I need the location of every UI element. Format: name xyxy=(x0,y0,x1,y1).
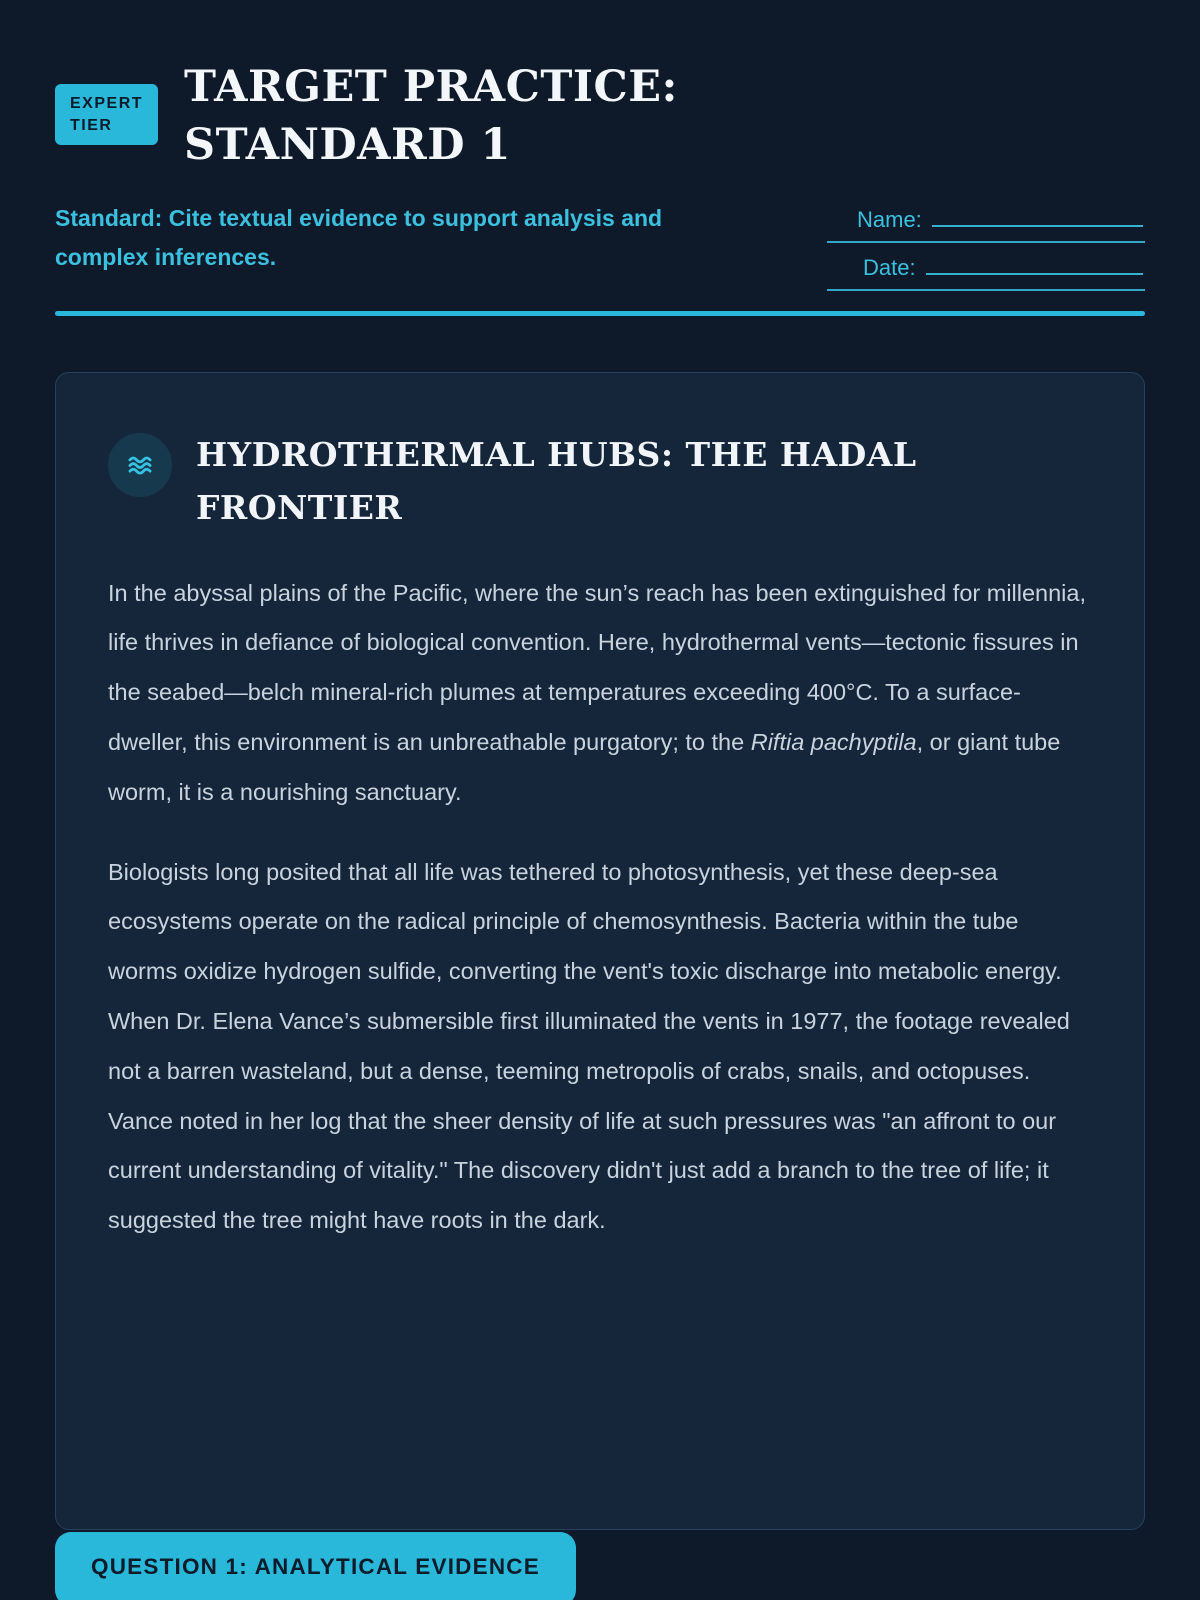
page-header xyxy=(55,58,1145,175)
passage-header xyxy=(108,429,1092,535)
subheader-row xyxy=(55,199,1145,291)
standard-text: Standard: Cite textual evidence to support analysis and complex inferences. xyxy=(55,204,663,271)
page-title xyxy=(184,58,678,175)
tier-badge xyxy=(55,84,158,145)
page-title-line2: STANDARD 1 xyxy=(184,120,511,171)
name-label: Name: xyxy=(857,206,922,232)
passage-card xyxy=(55,372,1145,1530)
name-field xyxy=(827,201,1145,243)
name-date-fields xyxy=(827,201,1145,291)
question-1-label: QUESTION 1: ANALYTICAL EVIDENCE xyxy=(91,1554,540,1579)
name-write-line xyxy=(932,225,1143,227)
passage-paragraph-1 xyxy=(108,569,1092,818)
passage-body xyxy=(108,569,1092,1247)
date-write-line xyxy=(926,273,1143,275)
tier-badge-line2: TIER xyxy=(70,116,113,134)
passage-title: HYDROTHERMAL HUBS: THE HADAL FRONTIER xyxy=(196,434,917,527)
para1-text-after: , or giant tube worm, it is a nourishing sanctuary. xyxy=(108,728,1061,805)
header-divider xyxy=(55,311,1145,316)
page-title-line1: TARGET PRACTICE: xyxy=(184,62,678,112)
para1-text-before: In the abyssal plains of the Pacific, where the sun’s reach has been extinguished for millennia, life thrives in defiance of biological convention. Here, hydrothermal vents—tectonic fissures in the seabed—belch mineral-rich plumes at temperatures exceeding 400°C. To a surface-dweller, this environment is an unbreathable purgatory; to the xyxy=(108,579,1087,755)
waves-icon xyxy=(108,433,172,497)
tier-badge-line1: EXPERT xyxy=(70,95,144,112)
date-field xyxy=(827,249,1145,291)
passage-paragraph-2: Biologists long posited that all life was tethered to photosynthesis, yet these deep-sea ecosystems operate on the radical principle of chemosynthesis. Bacteria within the tube worms oxidize hydrogen sulfide, converting the vent's toxic discharge into metabolic energy. When Dr. Elena Vance’s submersible first illuminated the vents in 1977, the footage revealed not a barren wasteland, but a dense, teeming metropolis of crabs, snails, and octopuses. Vance noted in her log that the sheer density of life at such pressures was "an affront to our current understanding of vitality." The discovery didn't just add a branch to the tree of life; it suggested the tree might have roots in the dark. xyxy=(108,858,1070,1234)
date-label: Date: xyxy=(863,254,916,280)
para1-species-name: Riftia pachyptila xyxy=(750,728,917,755)
question-1-banner xyxy=(55,1532,576,1600)
